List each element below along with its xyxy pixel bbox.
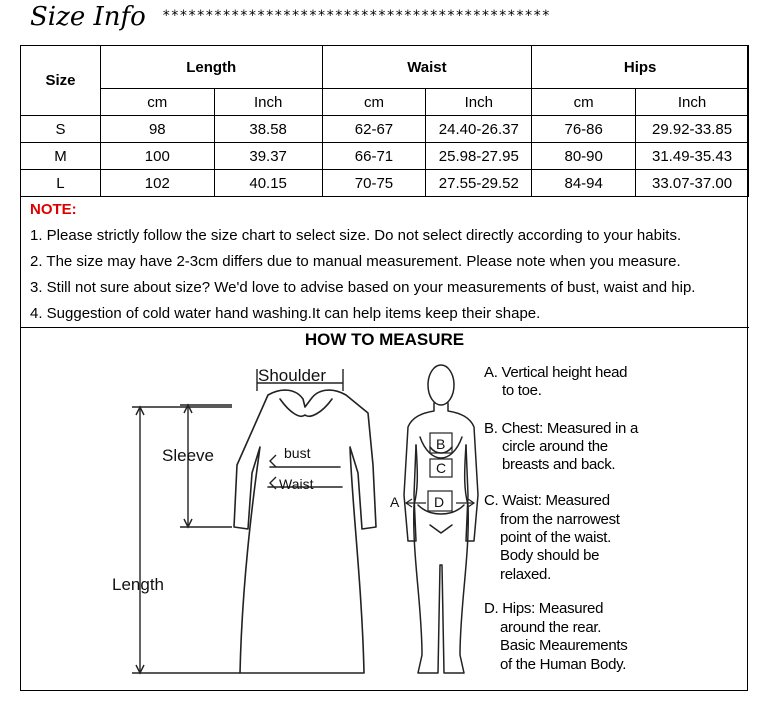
table-cell: 98 <box>100 116 214 143</box>
instruction-line: circle around the <box>502 438 608 455</box>
note-item: 4. Suggestion of cold water hand washing.It can help items keep their shape. <box>30 305 541 322</box>
instruction-line: from the narrowest <box>500 511 620 528</box>
instruction-line: to toe. <box>502 382 542 399</box>
table-cell: 80-90 <box>532 143 636 170</box>
instruction-line: Basic Meaurements <box>500 637 628 654</box>
table-cell: 100 <box>100 143 214 170</box>
table-cell: 76-86 <box>532 116 636 143</box>
waist-label: Waist <box>279 476 314 492</box>
table-cell: 25.98-27.95 <box>426 143 532 170</box>
instruction-line: Body should be <box>500 547 600 564</box>
body-label-c: C <box>436 460 447 476</box>
table-cell: 62-67 <box>322 116 426 143</box>
shoulder-label: Shoulder <box>258 366 327 385</box>
table-cell: 70-75 <box>322 170 426 197</box>
instruction-line: around the rear. <box>500 619 602 636</box>
body-figure-illustration <box>404 365 478 673</box>
table-cell: 84-94 <box>532 170 636 197</box>
instruction-line: of the Human Body. <box>500 656 627 673</box>
sleeve-label: Sleeve <box>162 446 214 465</box>
body-label-b: B <box>436 436 446 452</box>
size-cell: L <box>21 170 101 197</box>
group-header-waist: Waist <box>322 46 532 89</box>
instruction-line: point of the waist. <box>500 529 612 546</box>
table-cell: 24.40-26.37 <box>426 116 532 143</box>
table-cell: 40.15 <box>214 170 322 197</box>
body-label-d: D <box>434 494 445 510</box>
table-cell: 27.55-29.52 <box>426 170 532 197</box>
instruction-line: A. Vertical height head <box>484 364 628 381</box>
table-cell: 31.49-35.43 <box>636 143 749 170</box>
table-cell: 39.37 <box>214 143 322 170</box>
note-heading: NOTE: <box>30 201 77 218</box>
unit-header: cm <box>532 89 636 116</box>
table-group-header-row <box>21 46 749 89</box>
size-info-title: Size Info <box>30 2 146 32</box>
instruction-line: relaxed. <box>500 566 551 583</box>
decorative-stars: ********************************************* <box>162 8 551 24</box>
how-to-measure-title: HOW TO MEASURE <box>304 330 465 349</box>
group-header-length: Length <box>100 46 322 89</box>
table-row <box>21 170 749 197</box>
size-column-header: Size <box>21 46 101 116</box>
unit-header: Inch <box>214 89 322 116</box>
note-item: 2. The size may have 2-3cm differs due to manual measurement. Please note when you measure. <box>30 253 681 270</box>
instruction-line: breasts and back. <box>502 456 616 473</box>
bust-label: bust <box>284 445 311 461</box>
section-divider <box>20 327 749 328</box>
table-cell: 29.92-33.85 <box>636 116 749 143</box>
dress-illustration <box>234 390 376 673</box>
body-label-a: A <box>390 494 400 510</box>
table-cell: 38.58 <box>214 116 322 143</box>
note-item: 1. Please strictly follow the size chart to select size. Do not select directly according to your habits. <box>30 227 682 244</box>
table-cell: 33.07-37.00 <box>636 170 749 197</box>
instruction-line: B. Chest: Measured in a <box>484 420 639 437</box>
instruction-line: D. Hips: Measured <box>484 600 604 617</box>
size-cell: M <box>21 143 101 170</box>
unit-header: Inch <box>426 89 532 116</box>
instruction-line: C. Waist: Measured <box>484 492 610 509</box>
unit-header: cm <box>322 89 426 116</box>
note-item: 3. Still not sure about size? We'd love to advise based on your measurements of bust, waist and hip. <box>30 279 696 296</box>
length-label: Length <box>112 575 164 594</box>
size-chart-table <box>20 45 749 197</box>
table-unit-row <box>21 89 749 116</box>
unit-header: Inch <box>636 89 749 116</box>
unit-header: cm <box>100 89 214 116</box>
table-cell: 102 <box>100 170 214 197</box>
table-cell: 66-71 <box>322 143 426 170</box>
size-cell: S <box>21 116 101 143</box>
group-header-hips: Hips <box>532 46 749 89</box>
table-row <box>21 143 749 170</box>
size-info-header <box>30 0 750 36</box>
table-row <box>21 116 749 143</box>
